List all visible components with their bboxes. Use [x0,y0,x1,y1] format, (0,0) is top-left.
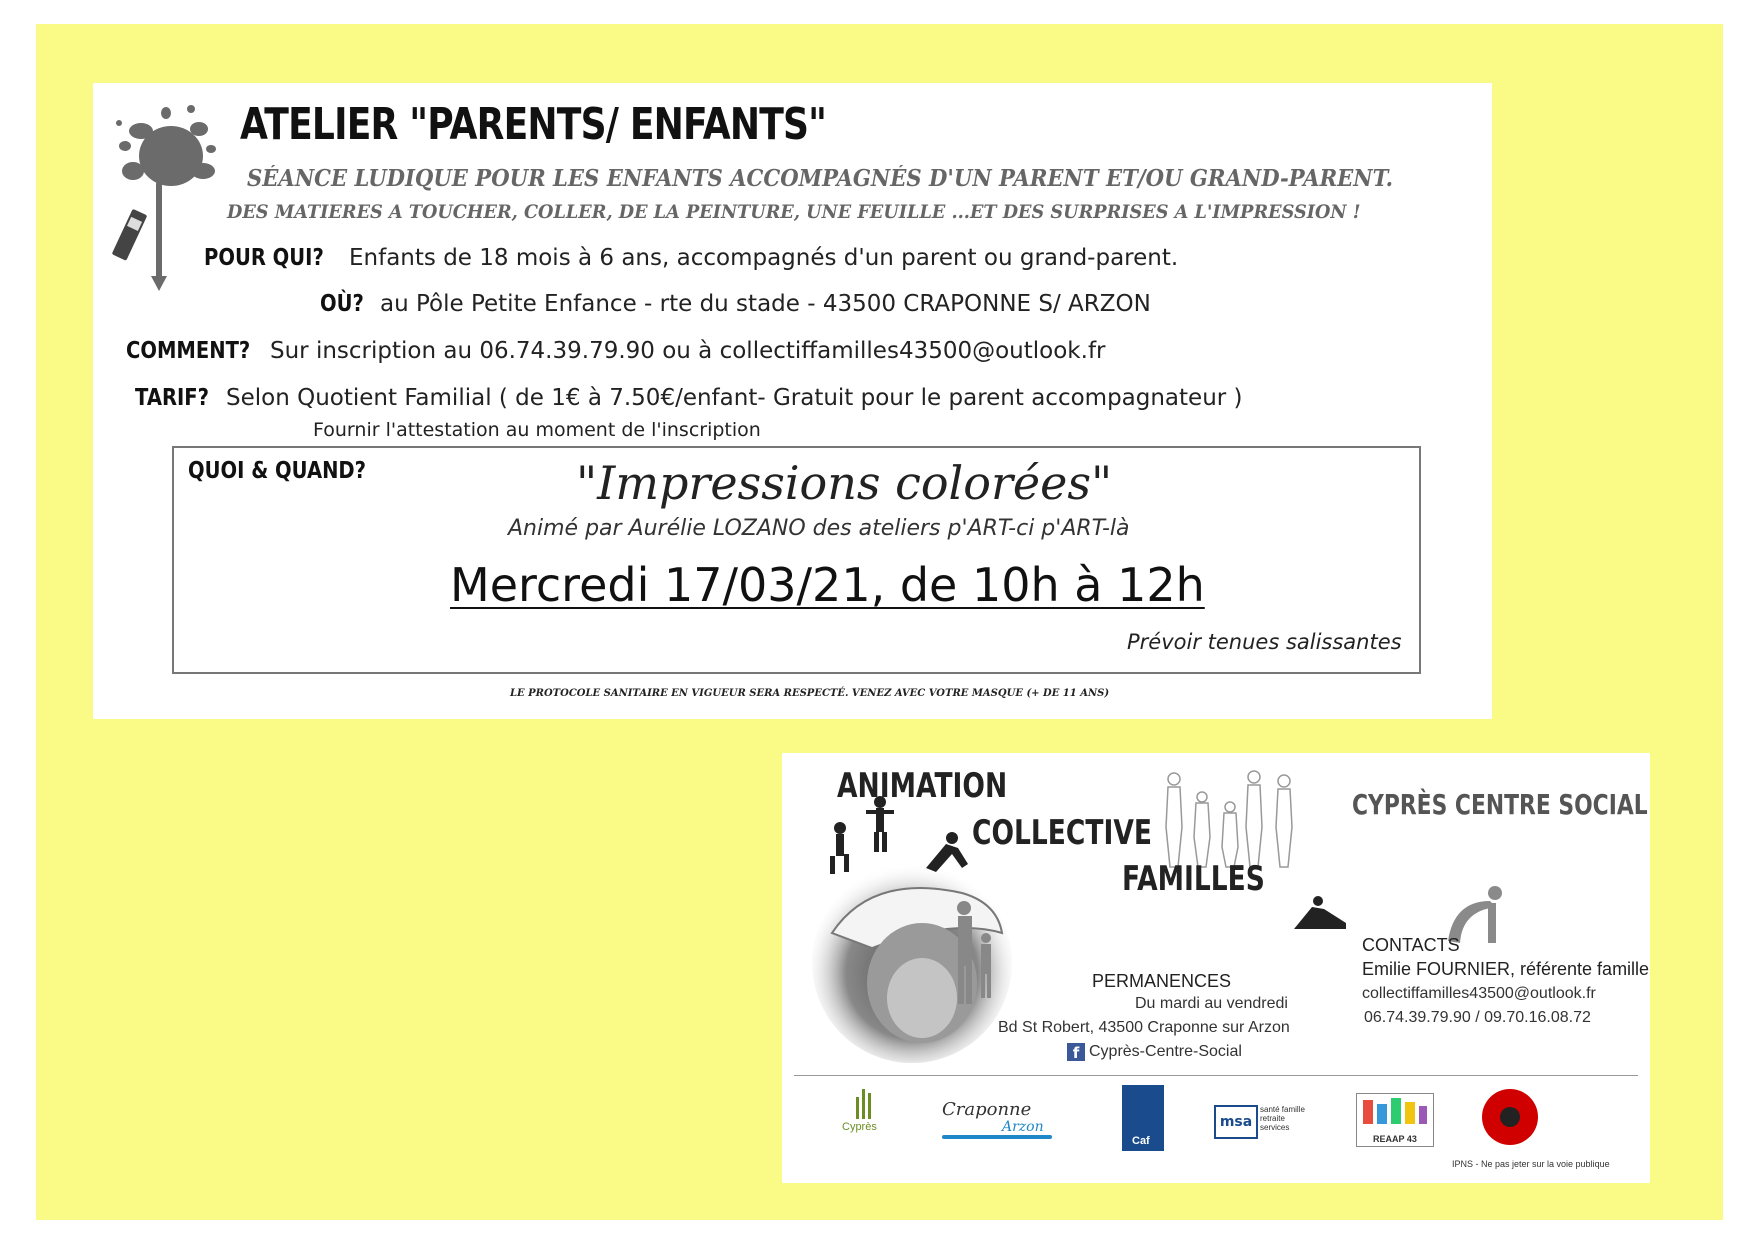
comment-value: Sur inscription au 06.74.39.79.90 ou à collectiffamilles43500@outlook.fr [270,338,1106,364]
quoi-quand-label: QUOI & QUAND? [188,458,367,484]
contacts-title: CONTACTS [1362,935,1460,955]
contact-name: Emilie FOURNIER, référente famille [1362,959,1650,979]
ou-value: au Pôle Petite Enfance - rte du stade - 43500 CRAPONNE S/ ARZON [380,291,1151,317]
cypres-logo: Cyprès [836,1087,896,1151]
permanences-title: PERMANENCES [1092,971,1232,991]
reclining-figure-icon [1290,893,1350,933]
tarif-value: Selon Quotient Familial ( de 1€ à 7.50€/enfant- Gratuit pour le parent accompagnateur ) [226,385,1243,411]
event-title: "Impressions colorées" [576,456,1113,510]
adult-child-icon [944,898,1004,1008]
comment-label: COMMENT? [126,338,251,364]
pour-qui-value: Enfants de 18 mois à 6 ans, accompagnés d'un parent ou grand-parent. [349,245,1179,271]
permanences-address: Bd St Robert, 43500 Craponne sur Arzon [998,1019,1290,1036]
pour-qui-label: POUR QUI? [204,245,324,271]
tarif-note: Fournir l'attestation au moment de l'inscription [313,419,761,441]
craponne-logo: Craponne Arzon [942,1093,1062,1153]
contact-phones: 06.74.39.79.90 / 09.70.16.08.72 [1364,1009,1591,1026]
event-date: Mercredi 17/03/21, de 10h à 12h [450,558,1205,612]
permanences-days: Du mardi au vendredi [1135,995,1288,1012]
acf-line-3: FAMILLES [1122,859,1265,899]
atelier-subtitle-1: SÉANCE LUDIQUE POUR LES ENFANTS ACCOMPAGNÉS D'UN PARENT ET/OU GRAND-PARENT. [247,165,1394,192]
atelier-title: ATELIER "PARENTS/ ENFANTS" [240,99,827,150]
facebook-icon: f [1067,1043,1085,1061]
event-note: Prévoir tenues salissantes [1127,630,1402,654]
acf-line-1: ANIMATION [837,766,1008,806]
protocol-note: LE PROTOCOLE SANITAIRE EN VIGUEUR SERA RESPECTÉ. VENEZ AVEC VOTRE MASQUE (+ DE 11 ANS) [510,688,1110,699]
atelier-subtitle-2: DES MATIERES A TOUCHER, COLLER, DE LA PEINTURE, UNE FEUILLE ...ET DES SURPRISES A L'IMPRESSION ! [227,201,1361,223]
facebook-page: Cyprès-Centre-Social [1089,1043,1242,1060]
ou-label: OÙ? [320,291,364,317]
msa-logo: msa santé famille retraite services [1214,1105,1314,1145]
red-circle-logo [1482,1089,1538,1145]
event-organizer: Animé par Aurélie LOZANO des ateliers p'ART-ci p'ART-là [508,516,1130,541]
tarif-label: TARIF? [135,385,209,411]
acf-line-2: COLLECTIVE [972,813,1152,853]
divider [794,1075,1638,1076]
contact-email: collectiffamilles43500@outlook.fr [1362,985,1596,1002]
reaap-logo: REAAP 43 [1356,1093,1434,1147]
org-name: CYPRÈS CENTRE SOCIAL [1352,788,1648,821]
event-box [172,446,1421,674]
flyer-card [782,753,1650,1183]
family-silhouettes-icon [1162,767,1302,872]
caf-logo: Caf [1122,1085,1164,1151]
ipns-note: IPNS - Ne pas jeter sur la voie publique [1452,1159,1610,1169]
